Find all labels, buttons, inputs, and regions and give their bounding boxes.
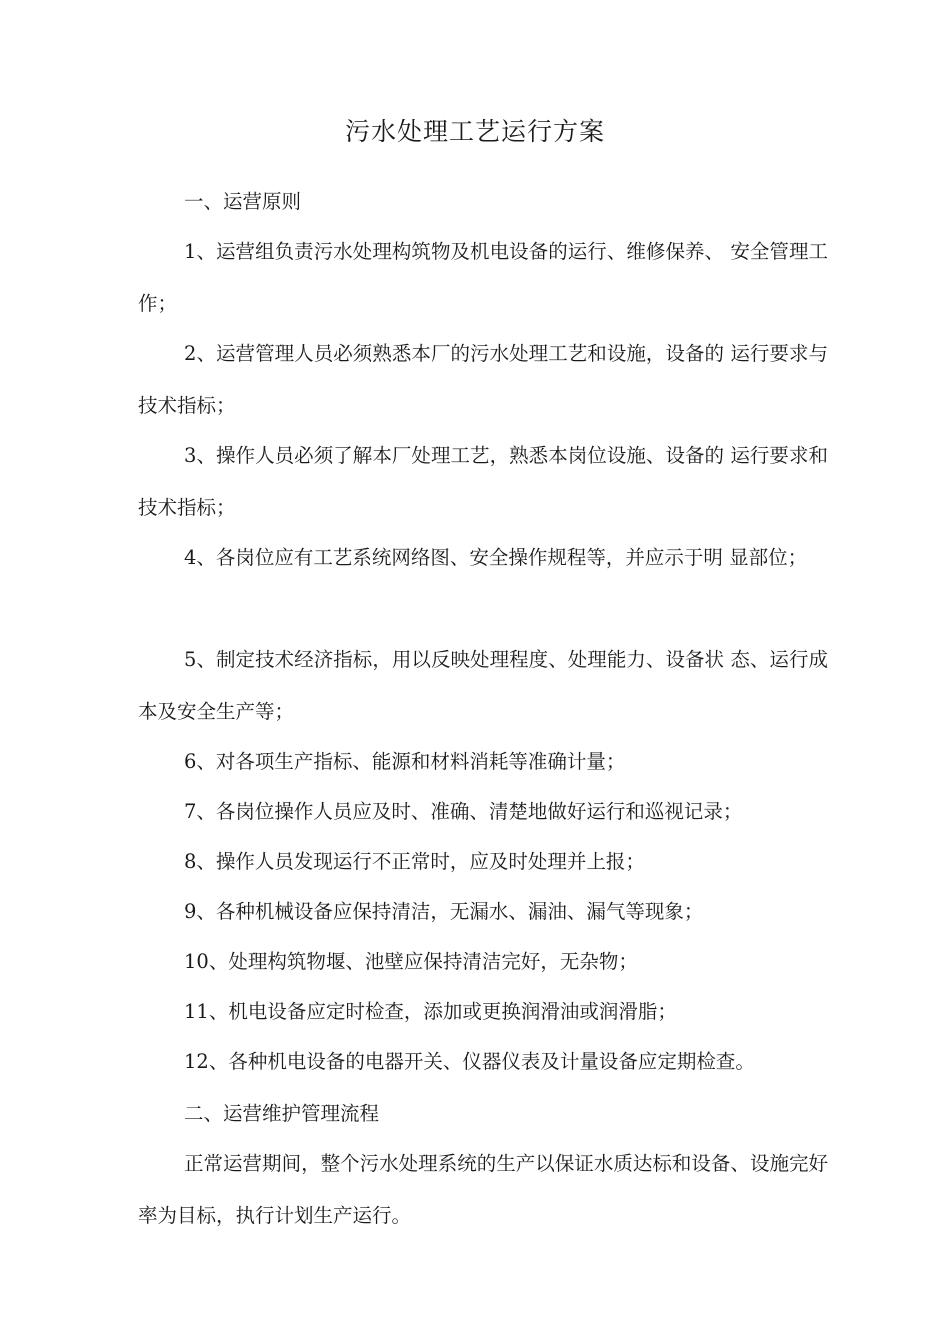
paragraph-item-10: 10、处理构筑物堰、池壁应保持清洁完好，无杂物； — [184, 950, 638, 973]
paragraph-item-4: 4、各岗位应有工艺系统网络图、安全操作规程等，并应示于明 显部位； — [184, 546, 808, 569]
paragraph-item-1: 1、运营组负责污水处理构筑物及机电设备的运行、维修保养、 安全管理工作； — [138, 240, 828, 315]
paragraph-item-9: 9、各种机械设备应保持清洁，无漏水、漏油、漏气等现象； — [184, 900, 704, 923]
paragraph-item-8: 8、操作人员发现运行不正常时，应及时处理并上报； — [184, 850, 645, 873]
paragraph-item-12: 12、各种机电设备的电器开关、仪器仪表及计量设备应定期检查。 — [184, 1050, 755, 1073]
paragraph-item-5: 5、制定技术经济指标，用以反映处理程度、处理能力、设备状 态、运行成本及安全生产等； — [138, 648, 828, 723]
paragraph-item-6: 6、对各项生产指标、能源和材料消耗等准确计量； — [184, 750, 626, 773]
paragraph-item-11: 11、机电设备应定时检查，添加或更换润滑油或润滑脂； — [184, 1000, 677, 1023]
section-heading-principles: 一、运营原则 — [184, 190, 302, 213]
section-heading-workflow: 二、运营维护管理流程 — [184, 1102, 380, 1125]
paragraph-item-3: 3、操作人员必须了解本厂处理工艺，熟悉本岗位设施、设备的 运行要求和技术指标； — [138, 444, 828, 519]
paragraph-workflow-intro: 正常运营期间，整个污水处理系统的生产以保证水质达标和设备、设施完好率为目标，执行计划生产运行。 — [138, 1152, 828, 1227]
paragraph-item-7: 7、各岗位操作人员应及时、准确、清楚地做好运行和巡视记录； — [184, 800, 743, 823]
paragraph-item-2: 2、运营管理人员必须熟悉本厂的污水处理工艺和设施，设备的 运行要求与技术指标； — [138, 342, 828, 417]
document-title: 污水处理工艺运行方案 — [344, 117, 605, 146]
